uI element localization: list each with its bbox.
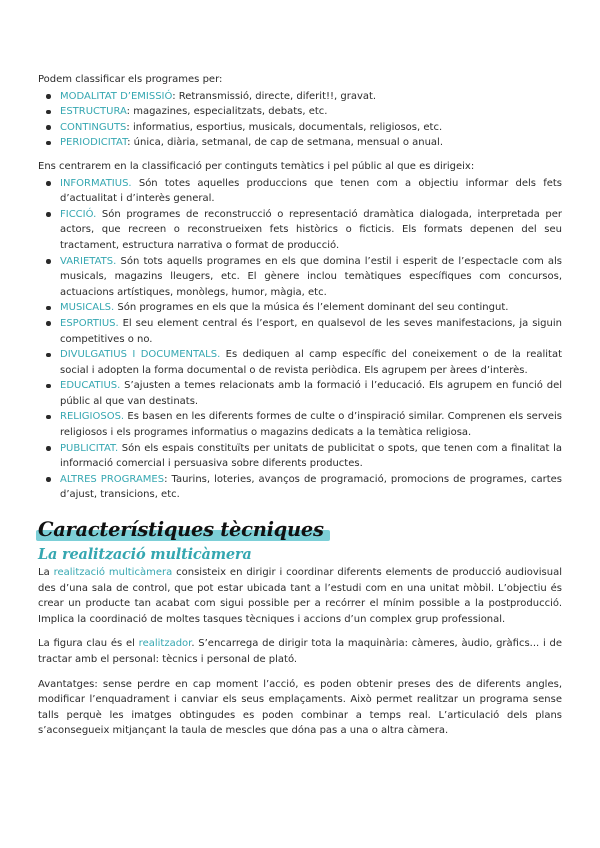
list-item: PERIODICITAT: única, diària, setmanal, de cap de setmana, mensual o anual.: [60, 135, 562, 151]
criteria-term: CONTINGUTS: [60, 121, 127, 133]
term-highlight: realitzador: [138, 638, 192, 650]
list-item: ESPORTIUS. El seu element central és l’esport, en qualsevol de les seves manifestacions, ja siguin competitives o no.: [60, 316, 562, 347]
list-item: MUSICALS. Són programes en els que la música és l’element dominant del seu contingut.: [60, 300, 562, 316]
criteria-list: [38, 89, 562, 151]
section-subheading: La realització multicàmera: [38, 546, 252, 564]
type-term: ALTRES PROGRAMES: [60, 473, 165, 485]
type-term: RELIGIOSOS.: [60, 411, 125, 423]
types-list: [38, 176, 562, 503]
type-term: PUBLICITAT.: [60, 442, 119, 454]
list-item: VARIETATS. Són tots aquells programes en els que domina l’estil i esperit de l’espectacle com als musicals, magazins lleugers, etc. El gènere inclou temàtiques específiques com concursos, actuacions artístiques, monòlegs, humor, màgia, etc.: [60, 254, 562, 301]
list-item: MODALITAT D’EMISSIÓ: Retransmissió, directe, diferit!!, gravat.: [60, 89, 562, 105]
paragraph-realitzador: La figura clau és el realitzador. S’encarrega de dirigir tota la maquinària: càmeres, àudio, gràfics... i de tractar amb el personal: tècnics i personal de plató.: [38, 638, 562, 665]
type-term: INFORMATIUS.: [60, 177, 132, 189]
list-item: INFORMATIUS. Són totes aquelles produccions que tenen com a objectiu informar dels fets d’actualitat i d’interès general.: [60, 176, 562, 207]
document-content: [38, 72, 562, 739]
list-item: FICCIÓ. Són programes de reconstrucció o representació dramàtica dialogada, interpretada per actors, que recreen o reconstrueixen fets històrics o ficticis. Els formats depenen del seu tractament, estructura narrativa o format de producció.: [60, 207, 562, 254]
list-item: RELIGIOSOS. Es basen en les diferents formes de culte o d’inspiració similar. Comprenen els serveis religiosos i els programes informatius o magazins dedicats a la temàtica religiosa.: [60, 409, 562, 440]
list-item: EDUCATIUS. S’ajusten a temes relacionats amb la formació i l’educació. Els agrupem en funció del públic al que van destinats.: [60, 378, 562, 409]
criteria-term: ESTRUCTURA: [60, 106, 127, 118]
type-term: FICCIÓ.: [60, 208, 97, 220]
paragraph-multicamera: La realització multicàmera consisteix en dirigir i coordinar diferents elements de producció audiovisual des d’una sala de control, que pot estar ubicada tant a l’estudi com en una unitat mòbil. L’objectiu és crear un producte tan acabat com sigui possible per a recórrer el mínim possible a la postproducció. Implica la coordinació de moltes tasques tècniques i accions d’un complex grup professional.: [38, 567, 562, 625]
type-term: DIVULGATIUS I DOCUMENTALS.: [60, 349, 221, 361]
section-heading: Característiques tècniques: [38, 518, 328, 542]
criteria-term: PERIODICITAT: [60, 137, 128, 149]
criteria-term: MODALITAT D’EMISSIÓ: [60, 90, 173, 102]
list-item: ESTRUCTURA: magazines, especialitzats, debats, etc.: [60, 104, 562, 120]
list-item: DIVULGATIUS I DOCUMENTALS. Es dediquen al camp específic del coneixement o de la realitat social i adopten la forma documental o de revista periòdica. Els agrupem per àrees d’interès.: [60, 347, 562, 378]
intro2-text: Ens centrarem en la classificació per continguts temàtics i pel públic al que es dirigeix:: [38, 160, 475, 172]
intro-text: Podem classificar els programes per:: [38, 74, 223, 85]
type-term: VARIETATS.: [60, 255, 117, 267]
term-highlight: realització multicàmera: [53, 567, 173, 579]
type-term: ESPORTIUS.: [60, 317, 119, 329]
list-item: CONTINGUTS: informatius, esportius, musicals, documentals, religiosos, etc.: [60, 120, 562, 136]
list-item: PUBLICITAT. Són els espais constituïts per unitats de publicitat o spots, que tenen com a finalitat la informació comercial i persuasiva sobre diferents productes.: [60, 441, 562, 472]
type-term: EDUCATIUS.: [60, 380, 121, 392]
type-term: MUSICALS.: [60, 302, 115, 314]
list-item: ALTRES PROGRAMES: Taurins, loteries, avanços de programació, promocions de programes, cartes d’ajust, transicions, etc.: [60, 472, 562, 503]
paragraph-avantatges: Avantatges: sense perdre en cap moment l’acció, es poden obtenir preses des de diferents angles, modificar l’enquadrament i canviar els seus emplaçaments. Això permet realitzar un programa sense talls perquè les imatges obtingudes es poden combinar a temps real. L’articulació dels plans s’aconsegueix mitjançant la taula de mescles que dóna pas a una o altra càmera.: [38, 678, 562, 737]
